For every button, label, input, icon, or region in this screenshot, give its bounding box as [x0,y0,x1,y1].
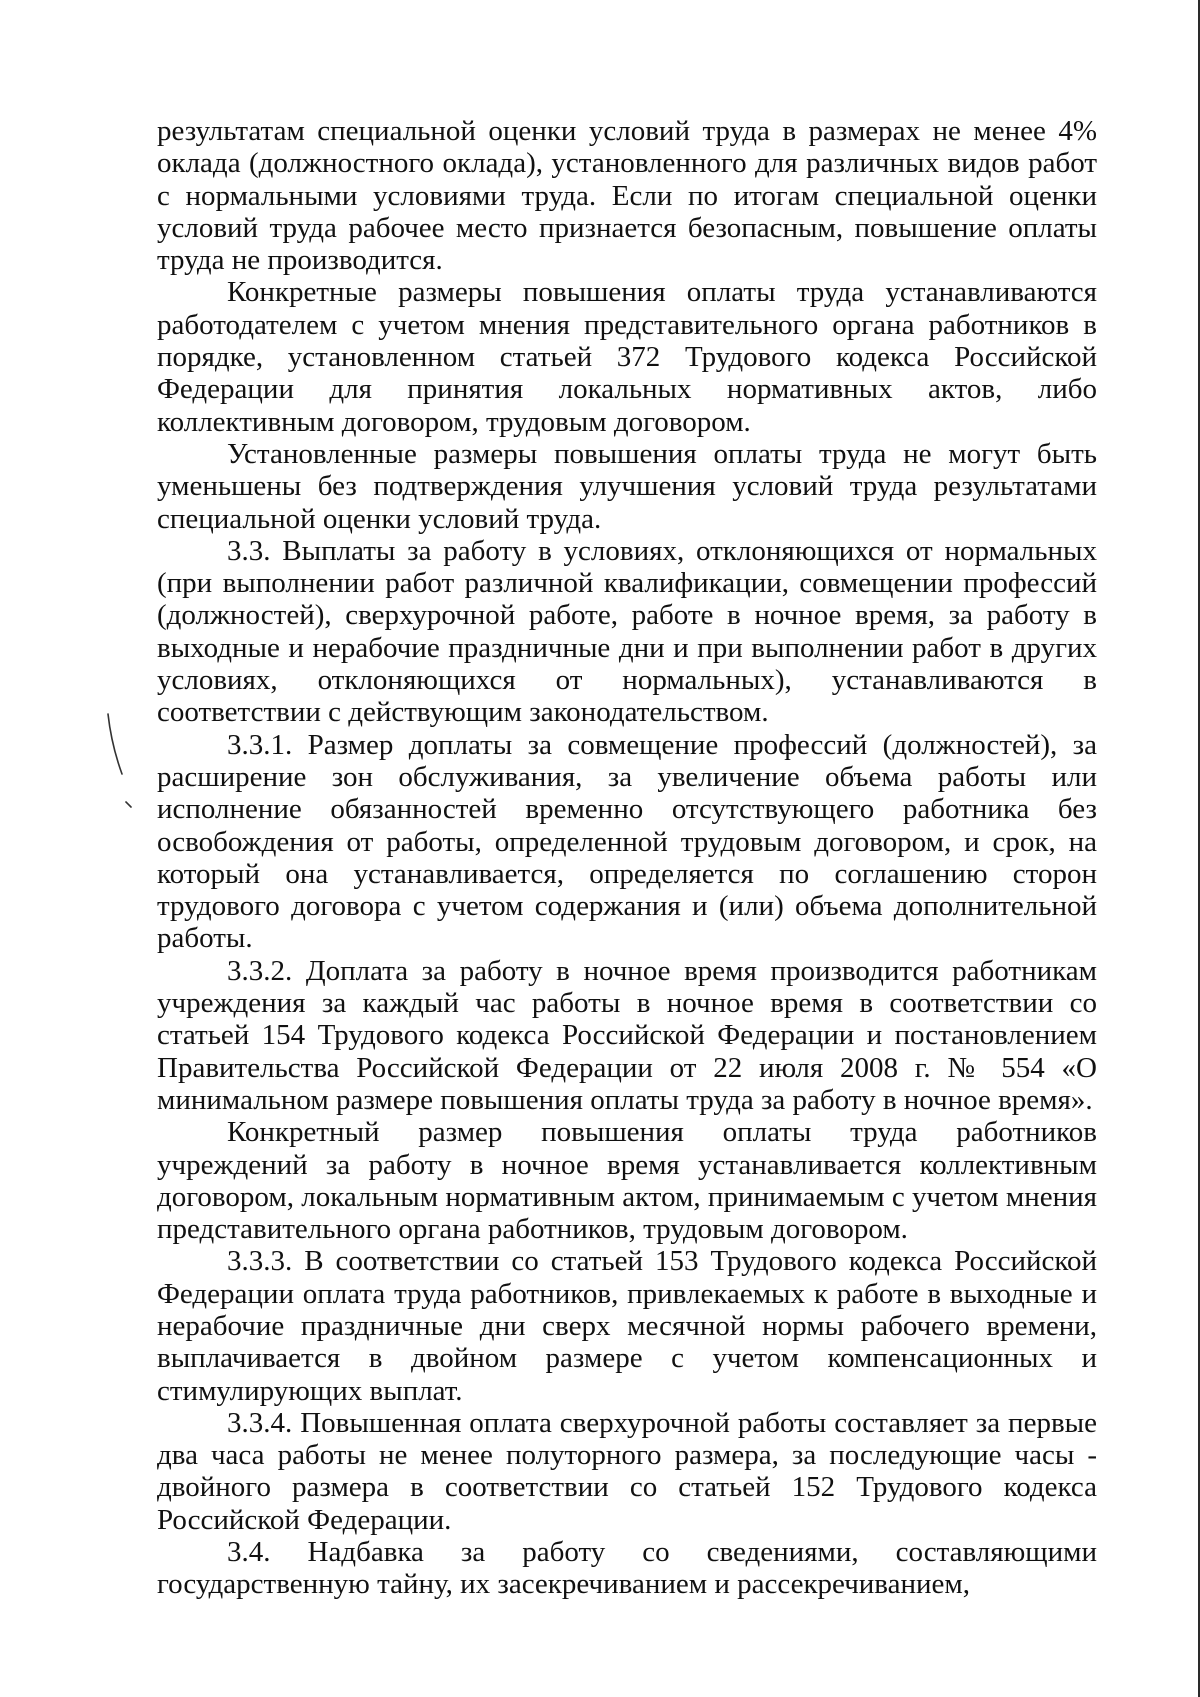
paragraph: Конкретные размеры повышения оплаты труда устанавливаются работодателем с учетом мнения представительного органа работников в порядке, установленном статьей 372 Трудового кодекса Российской Федерации для принятия локальных нормативных актов, либо коллективным договором, трудовым договором. [157,276,1097,438]
section-3-4: 3.4. Надбавка за работу со сведениями, составляющими государственную тайну, их засекречиванием и рассекречиванием, [157,1536,1097,1601]
section-3-3-3: 3.3.3. В соответствии со статьей 153 Трудового кодекса Российской Федерации оплата труда работников, привлекаемых к работе в выходные и нерабочие праздничные дни сверх месячной нормы рабочего времени, выплачивается в двойном размере с учетом компенсационных и стимулирующих выплат. [157,1245,1097,1407]
document-body [157,115,1097,1601]
paragraph-continuation: результатам специальной оценки условий труда в размерах не менее 4% оклада (должностного оклада), установленного для различных видов работ с нормальными условиями труда. Если по итогам специальной оценки условий труда рабочее место признается безопасным, повышение оплаты труда не производится. [157,115,1097,277]
handwritten-margin-mark [104,712,144,812]
paragraph: Установленные размеры повышения оплаты труда не могут быть уменьшены без подтверждения улучшения условий труда результатами специальной оценки условий труда. [157,437,1097,535]
section-3-3: 3.3. Выплаты за работу в условиях, отклоняющихся от нормальных (при выполнении работ различной квалификации, совмещении профессий (должностей), сверхурочной работе, работе в ночное время, за работу в выходные и нерабочие праздничные дни и при выполнении работ в других условиях, отклоняющихся от нормальных), устанавливаются в соответствии с действующим законодательством. [157,534,1097,729]
section-3-3-1: 3.3.1. Размер доплаты за совмещение профессий (должностей), за расширение зон обслуживания, за увеличение объема работы или исполнение обязанностей временно отсутствующего работника без освобождения от работы, определенной трудовым договором, и срок, на который она устанавливается, определяется по соглашению сторон трудового договора с учетом содержания и (или) объема дополнительной работы. [157,728,1097,955]
paragraph: Конкретный размер повышения оплаты труда работников учреждений за работу в ночное время устанавливается коллективным договором, локальным нормативным актом, принимаемым с учетом мнения представительного органа работников, трудовым договором. [157,1116,1097,1246]
section-3-3-4: 3.3.4. Повышенная оплата сверхурочной работы составляет за первые два часа работы не менее полуторного размера, за последующие часы - двойного размера в соответствии со статьей 152 Трудового кодекса Российской Федерации. [157,1406,1097,1536]
section-3-3-2: 3.3.2. Доплата за работу в ночное время производится работникам учреждения за каждый час работы в ночное время в соответствии со статьей 154 Трудового кодекса Российской Федерации и постановлением Правительства Российской Федерации от 22 июля 2008 г. № 554 «О минимальном размере повышения оплаты труда за работу в ночное время». [157,954,1097,1116]
